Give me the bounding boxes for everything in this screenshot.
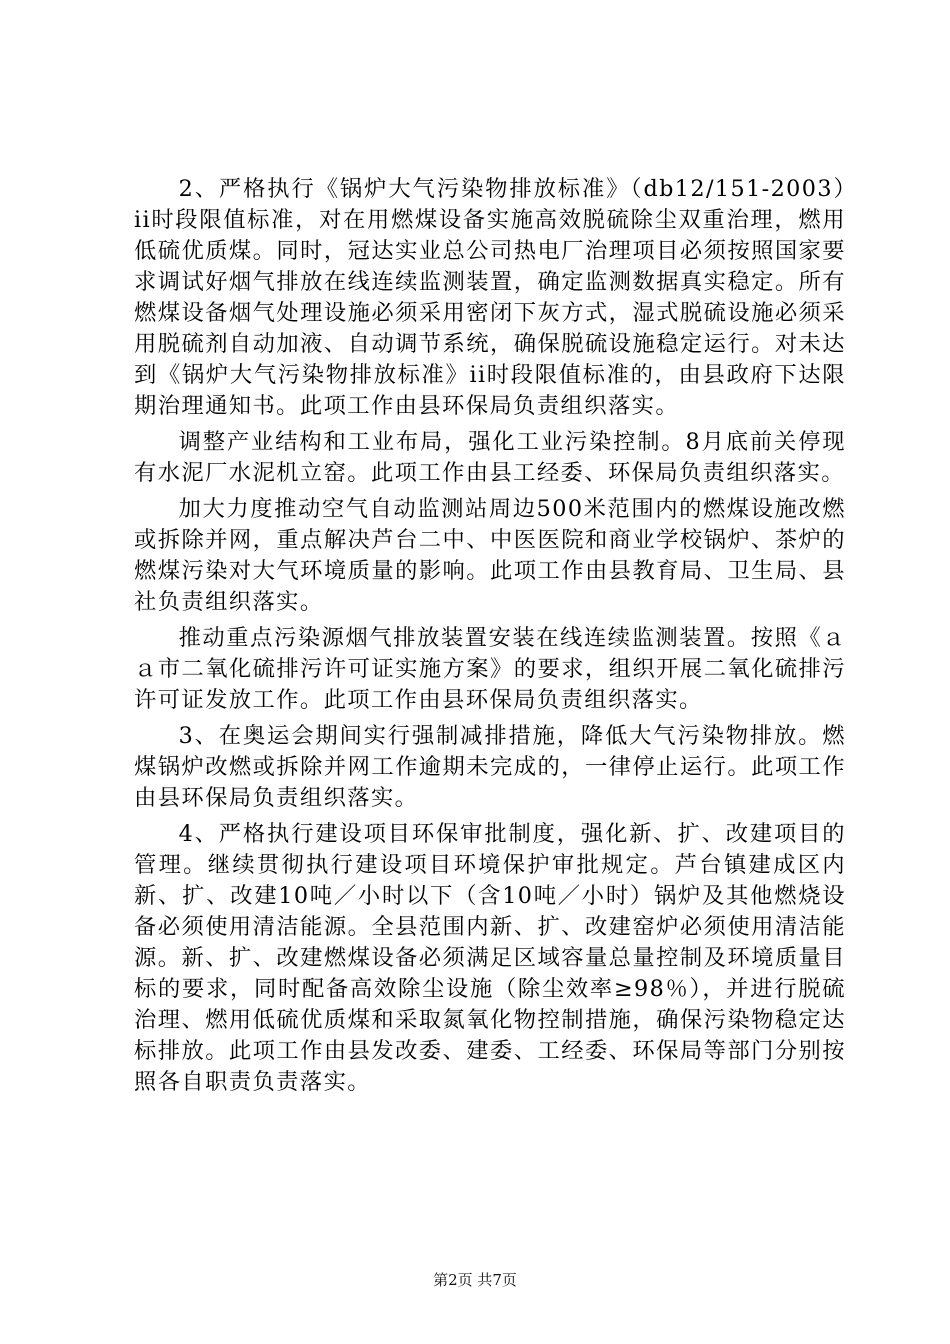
paragraph-industry-structure: 调整产业结构和工业布局，强化工业污染控制。8月底前关停现有水泥厂水泥机立窑。此项工作由县工经委、环保局负责组织落实。 (134, 429, 846, 486)
paragraph-online-monitoring: 推动重点污染源烟气排放装置安装在线连续监测装置。按照《ａａ市二氧化硫排污许可证实施方案》的要求，组织开展二氧化硫排污许可证发放工作。此项工作由县环保局负责组织落实。 (134, 625, 846, 713)
paragraph-item-4-approval: 4、严格执行建设项目环保审批制度，强化新、扩、改建项目的管理。继续贯彻执行建设项目环境保护审批规定。芦台镇建成区内新、扩、改建10吨／小时以下（含10吨／小时）锅炉及其他燃烧设备必须使用清洁能源。全县范围内新、扩、改建窑炉必须使用清洁能源。新、扩、改建燃煤设备必须满足区域容量总量控制及环境质量目标的要求，同时配备高效除尘设施（除尘效率≥98％），并进行脱硫治理、燃用低硫优质煤和采取氮氧化物控制措施，确保污染物稳定达标排放。此项工作由县发改委、建委、工经委、环保局等部门分别按照各自职责负责落实。 (134, 821, 846, 1095)
paragraph-item-3-olympics: 3、在奥运会期间实行强制减排措施，降低大气污染物排放。燃煤锅炉改燃或拆除并网工作逾期未完成的，一律停止运行。此项工作由县环保局负责组织落实。 (134, 723, 846, 811)
paragraph-monitoring-station: 加大力度推动空气自动监测站周边500米范围内的燃煤设施改燃或拆除并网，重点解决芦台二中、中医医院和商业学校锅炉、茶炉的燃煤污染对大气环境质量的影响。此项工作由县教育局、卫生局、县社负责组织落实。 (134, 496, 846, 615)
paragraph-item-2-boiler-standard: 2、严格执行《锅炉大气污染物排放标准》（db12/151-2003）ii时段限值标准，对在用燃煤设备实施高效脱硫除尘双重治理，燃用低硫优质煤。同时，冠达实业总公司热电厂治理项目必须按照国家要求调试好烟气排放在线连续监测装置，确定监测数据真实稳定。所有燃煤设备烟气处理设施必须采用密闭下灰方式，湿式脱硫设施必须采用脱硫剂自动加液、自动调节系统，确保脱硫设施稳定运行。对未达到《锅炉大气污染物排放标准》ii时段限值标准的，由县政府下达限期治理通知书。此项工作由县环保局负责组织落实。 (134, 176, 846, 419)
page-footer (0, 1270, 950, 1290)
page-number: 第2页 共7页 (433, 1271, 517, 1289)
document-body (134, 174, 846, 1103)
